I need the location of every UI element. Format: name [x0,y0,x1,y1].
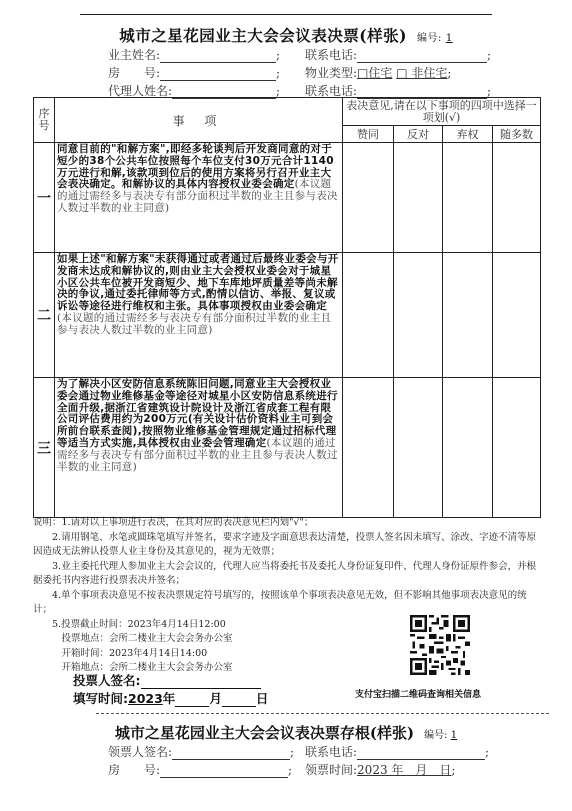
residential-checkbox[interactable]: □住宅 [357,66,393,80]
qr-code-icon[interactable] [410,615,470,675]
row-item-main: 同意目前的"和解方案",即经多轮谈判后开发商同意的对于短少的38个公共车位按照每个车位支付30万元合计1140万元进行和解,该款项到位后的使用方案将另行召开业主大会表决确定。和解协议的具体内容授权业委会确定 [57,143,334,191]
row-item-main: 为了解决小区安防信息系统陈旧问题,同意业主大会授权业委会通过物业维修基金等途径对城星小区安防信息系统进行全面升级,据浙江省建筑设计院设计及浙江省成套工程有限公司评估费用约为200万元(有关设计估价资料业主可到会所前台联系查阅),按照物业维修基金管理规定通过招标代理等适当方式实施,具体授权由业委会管理确定 [57,378,338,449]
fill-date-label: 填写时间: [73,691,128,706]
row-item [55,143,343,253]
vote-cell-abstain[interactable] [443,143,493,253]
item-header: 事 项 [55,98,343,143]
row-seq: 一 [34,143,55,253]
stub-room-field[interactable]: 房 号: ; [108,763,293,777]
row-item [55,253,343,378]
vote-cell-agree[interactable] [343,378,394,518]
stub-room-label: 房 号: [108,763,161,777]
cut-line [96,713,549,714]
qr-caption: 支付宝扫描二维码查询相关信息 [355,690,482,700]
option-oppose-header: 反对 [394,126,443,143]
receiver-signature-label: 领票人签名: [108,745,173,759]
room-label: 房 号: [108,66,161,80]
nonresidential-checkbox[interactable]: □ 非住宅 [396,66,448,80]
note-line: 2.请用钢笔、水笔或圆珠笔填写并签名，要求字迹及字面意思表达清楚，投票人签名因未填写、涂改、字迹不清等原因造成无法辨认投票人业主身份及其意见的，视为无效票； [33,531,537,557]
vote-cell-majority[interactable] [493,378,541,518]
vote-header: 表决意见,请在以下事项的四项中选择一项划(√) [343,98,541,126]
note-line: 投票地点：会所二楼业主大会会务办公室 [33,633,233,644]
row-item-note: (本议题的通过需经多与表决专有部分面积过半数的业主且参与表决人数过半数的业主同意) [57,311,332,336]
table-row [34,143,541,253]
month-suffix: 月 [209,691,222,706]
vote-table [33,97,541,518]
seq-header: 序号 [34,98,55,143]
agent-name-field[interactable]: 代理人姓名: ; [108,84,281,98]
contact-field[interactable]: 联系电话: ; [305,48,492,62]
receiver-signature-field[interactable]: 领票人签名: ; [108,745,295,759]
ballot-title [0,24,572,46]
option-majority-header: 随多数 [493,126,541,143]
agent-name-label: 代理人姓名: [108,84,173,98]
option-abstain-header: 弃权 [443,126,493,143]
row-item-note: (本议题的通过需经多与表决专有部分面积过半数的业主且参与表决人数过半数的业主同意) [57,436,338,473]
note-line: 开箱时间：2023年4月14日14:00 [33,647,208,659]
serial-label: 编号: [416,33,442,44]
voter-signature-label: 投票人签名: [73,673,141,688]
owner-name-label: 业主姓名: [108,48,161,62]
vote-cell-oppose[interactable] [394,143,443,253]
row-item-main: 如果上述"和解方案"未获得通过或者通过后最终业委会与开发商未达成和解协议的,则由业主大会授权业委会对于城星小区公共车位被开发商短少、地下车库地坪质量差等尚未解决的争议,通过委托律师等方式,酌情以信访、举报、复议或诉讼等途径进行维权和主张。具体事项授权由业委会确定 [57,253,339,313]
stub-contact-field[interactable]: 联系电话: ; [305,745,490,759]
table-row [34,253,541,378]
owner-name-field[interactable]: 业主姓名: ; [108,48,281,62]
receive-time-value: 2023 年 月 日 [357,763,452,777]
fill-date-year: 2023 [128,691,163,706]
table-row [34,378,541,518]
vote-cell-agree[interactable] [343,143,394,253]
receive-time-label: 领票时间: [305,763,358,777]
vote-cell-majority[interactable] [493,253,541,378]
row-seq: 二 [34,253,55,378]
property-type-label: 物业类型: [305,66,358,80]
vote-cell-oppose[interactable] [394,378,443,518]
vote-cell-abstain[interactable] [443,253,493,378]
top-rule [80,14,492,15]
stub-title [0,722,572,743]
receive-time-field[interactable]: 领票时间:2023 年 月 日; [305,763,456,777]
fill-date-field[interactable] [73,689,268,707]
vote-cell-agree[interactable] [343,253,394,378]
day-suffix: 日 [255,691,269,706]
stub-contact-label: 联系电话: [305,745,358,759]
year-suffix: 年 [162,691,176,706]
note-line: 开箱地点：会所二楼业主大会会务办公室 [33,662,233,673]
agent-contact-field[interactable]: 联系电话: ; [305,84,492,98]
note-line: 5.投票截止时间：2023年4月14日12:00 [33,618,226,630]
serial-value: 1 [445,33,453,44]
row-seq: 三 [34,378,55,518]
row-item-note: (本议题的通过需经多与表决专有部分面积过半数的业主且参与表决人数过半数的业主同意) [57,178,338,214]
note-line: 4.单个事项表决意见不按表决票规定符号填写的，按照该单个事项表决意见无效，但不影响其他事项表决意见的统计； [33,589,527,615]
stub-serial-label: 编号: [424,730,448,741]
row-item [55,378,343,518]
voter-signature-field[interactable] [73,671,261,689]
contact-label: 联系电话: [305,48,358,62]
stub-serial-value: 1 [450,730,458,741]
vote-cell-majority[interactable] [493,143,541,253]
room-field[interactable]: 房 号: ; [108,66,281,80]
option-agree-header: 赞同 [343,126,394,143]
agent-contact-label: 联系电话: [305,84,358,98]
stub-title-text: 城市之星花园业主大会会议表决票存根(样张) [114,724,415,742]
note-line: 说明：1.请对以上事项进行表决，在其对应的表决意见栏内划"√"； [33,517,314,528]
vote-cell-oppose[interactable] [394,253,443,378]
vote-cell-abstain[interactable] [443,378,493,518]
ballot-title-text: 城市之星花园业主大会会议表决票(样张) [119,26,407,45]
property-type-field[interactable]: 物业类型:□住宅 □ 非住宅; [305,66,452,80]
note-line: 3.业主委托代理人参加业主大会会议的，代理人应当将委托书及委托人身份证复印件、代理人身份证原件参会，并根据委托书内容进行投票表决并签名； [33,560,537,586]
